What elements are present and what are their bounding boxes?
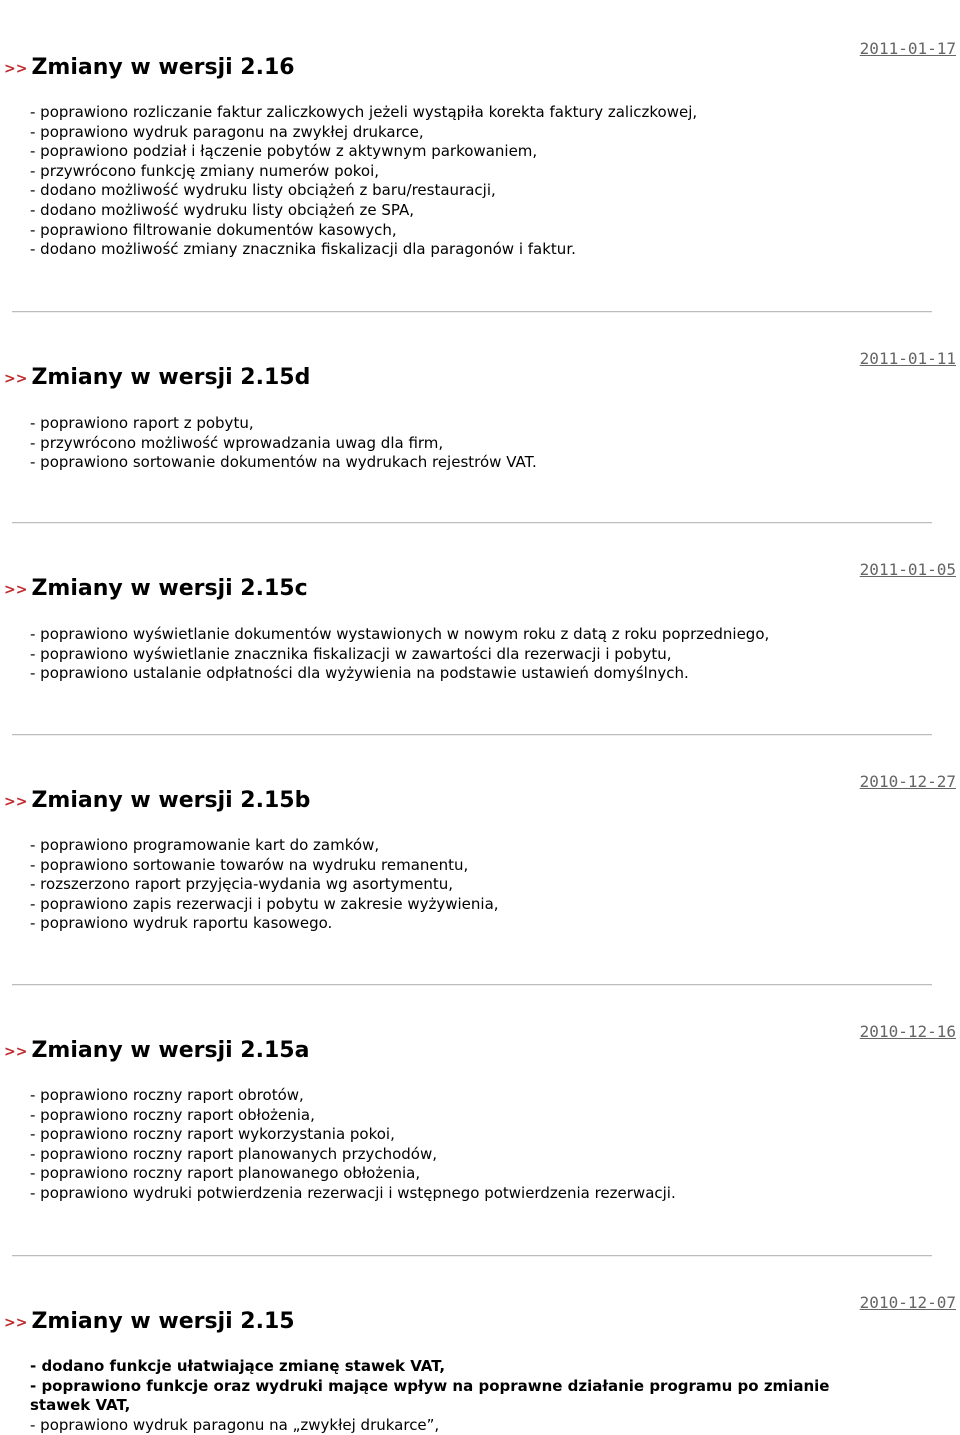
double-chevron-right-icon: >>: [4, 794, 28, 810]
version-heading: [4, 787, 310, 816]
change-item: - poprawiono funkcje oraz wydruki mające wpływ na poprawne działanie programu po zmianie stawek VAT,: [30, 1376, 830, 1415]
change-item: - poprawiono wyświetlanie dokumentów wystawionych w nowym roku z datą z roku poprzedniego,: [30, 625, 770, 643]
version-title: Zmiany w wersji 2.16: [31, 55, 295, 80]
change-item: - poprawiono roczny raport planowanego obłożenia,: [30, 1164, 421, 1183]
change-item: - poprawiono podział i łączenie pobytów z aktywnym parkowaniem,: [30, 142, 538, 161]
change-item: - poprawiono rozliczanie faktur zaliczkowych jeżeli wystąpiła korekta faktury zaliczkowej,: [30, 103, 698, 121]
version-title: Zmiany w wersji 2.15d: [31, 365, 311, 390]
version-heading: [4, 575, 308, 604]
version-heading: [4, 364, 310, 393]
double-chevron-right-icon: >>: [4, 61, 28, 77]
section-divider: [12, 734, 932, 736]
version-heading: [4, 54, 295, 83]
double-chevron-right-icon: >>: [4, 1044, 28, 1060]
change-list: [30, 625, 920, 684]
version-heading: [4, 1308, 295, 1337]
change-item: - poprawiono roczny raport wykorzystania pokoi,: [30, 1125, 395, 1144]
change-item: - dodano możliwość wydruku listy obciążeń ze SPA,: [30, 200, 415, 219]
change-item: - poprawiono programowanie kart do zamków,: [30, 836, 380, 854]
change-item: - poprawiono wydruki potwierdzenia rezerwacji i wstępnego potwierdzenia rezerwacji.: [30, 1183, 676, 1202]
change-item: - poprawiono wyświetlanie znacznika fiskalizacji w zawartości dla rezerwacji i pobytu,: [30, 644, 672, 663]
change-list: [30, 836, 920, 934]
change-item: - rozszerzono raport przyjęcia-wydania wg asortymentu,: [30, 875, 454, 894]
version-title: Zmiany w wersji 2.15: [31, 1309, 295, 1334]
section-divider: [12, 311, 932, 313]
change-item: - poprawiono roczny raport obłożenia,: [30, 1105, 315, 1124]
change-item: - dodano możliwość zmiany znacznika fiskalizacji dla paragonów i faktur.: [30, 240, 576, 259]
release-date[interactable]: 2010-12-16: [859, 1022, 956, 1041]
change-item: - przywrócono możliwość wprowadzania uwag dla firm,: [30, 433, 444, 452]
change-item: - dodano funkcje ułatwiające zmianę stawek VAT,: [30, 1357, 446, 1375]
change-item: - poprawiono wydruk raportu kasowego.: [30, 914, 333, 933]
change-item: - poprawiono sortowanie dokumentów na wydrukach rejestrów VAT.: [30, 453, 537, 472]
change-item: - poprawiono wydruk paragonu na zwykłej drukarce,: [30, 122, 424, 141]
change-item: - poprawiono raport z pobytu,: [30, 414, 254, 432]
change-item: - poprawiono zapis rezerwacji i pobytu w zakresie wyżywienia,: [30, 894, 499, 913]
change-list: [30, 1086, 920, 1204]
double-chevron-right-icon: >>: [4, 1315, 28, 1331]
version-title: Zmiany w wersji 2.15c: [31, 576, 308, 601]
change-list: [30, 103, 920, 260]
change-item: - poprawiono sortowanie towarów na wydruku remanentu,: [30, 855, 469, 874]
change-item: - poprawiono filtrowanie dokumentów kasowych,: [30, 220, 397, 239]
release-date[interactable]: 2011-01-17: [859, 39, 956, 58]
change-list: [30, 1357, 890, 1435]
section-divider: [12, 984, 932, 986]
version-title: Zmiany w wersji 2.15a: [31, 1038, 310, 1063]
double-chevron-right-icon: >>: [4, 371, 28, 387]
change-item: - poprawiono roczny raport planowanych przychodów,: [30, 1144, 438, 1163]
change-item: - poprawiono wydruk paragonu na „zwykłej drukarce”,: [30, 1415, 440, 1434]
release-date[interactable]: 2011-01-11: [859, 349, 956, 368]
change-item: - dodano możliwość wydruku listy obciążeń z baru/restauracji,: [30, 181, 496, 200]
change-list: [30, 414, 920, 473]
release-date[interactable]: 2011-01-05: [859, 560, 956, 579]
version-heading: [4, 1037, 309, 1066]
version-title: Zmiany w wersji 2.15b: [31, 788, 311, 813]
section-divider: [12, 1255, 932, 1257]
double-chevron-right-icon: >>: [4, 582, 28, 598]
change-item: - poprawiono ustalanie odpłatności dla wyżywienia na podstawie ustawień domyślnych.: [30, 664, 689, 683]
section-divider: [12, 522, 932, 524]
release-date[interactable]: 2010-12-07: [859, 1293, 956, 1312]
change-item: - poprawiono roczny raport obrotów,: [30, 1086, 304, 1104]
release-date[interactable]: 2010-12-27: [859, 772, 956, 791]
change-item: - przywrócono funkcję zmiany numerów pokoi,: [30, 161, 380, 180]
